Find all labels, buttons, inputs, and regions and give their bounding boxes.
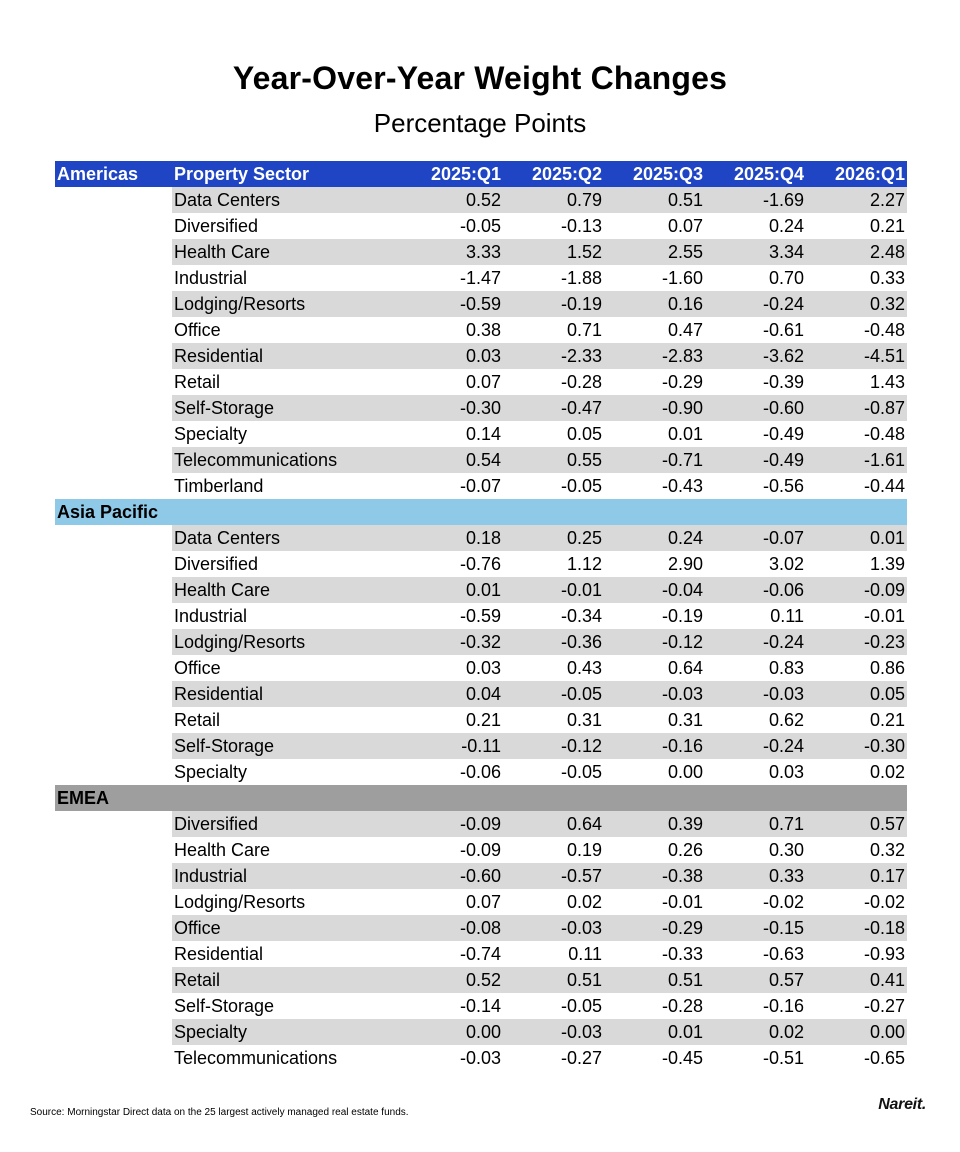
value-cell: 0.00	[402, 1019, 503, 1045]
value-cell: -0.59	[402, 291, 503, 317]
value-cell: -0.03	[604, 681, 705, 707]
value-cell: -0.44	[863, 476, 905, 496]
value-cell: -0.57	[503, 863, 604, 889]
value-cell: -0.16	[762, 996, 804, 1016]
value-cell: 0.32	[869, 840, 905, 860]
value-cell: 0.00	[667, 762, 703, 782]
value-cell: 2.48	[806, 239, 907, 265]
table-row	[55, 473, 907, 499]
region-spacer-cell	[55, 343, 172, 369]
value-cell: -0.24	[705, 629, 806, 655]
value-cell: 0.05	[566, 424, 602, 444]
region-spacer-cell	[55, 863, 172, 889]
value-cell: 0.18	[402, 525, 503, 551]
value-cell: -0.19	[503, 291, 604, 317]
value-cell: 0.05	[806, 681, 907, 707]
value-cell: 0.38	[465, 320, 501, 340]
table-row	[55, 889, 907, 915]
sector-cell: Specialty	[174, 424, 248, 444]
value-cell: -3.62	[705, 343, 806, 369]
table-body	[55, 187, 907, 1071]
sector-cell: Lodging/Resorts	[172, 291, 402, 317]
sector-cell: Self-Storage	[172, 395, 402, 421]
region-row	[55, 785, 907, 811]
value-cell: 0.52	[402, 187, 503, 213]
value-cell: -1.61	[806, 447, 907, 473]
sector-cell: Lodging/Resorts	[172, 629, 402, 655]
sector-cell: Lodging/Resorts	[174, 892, 306, 912]
value-cell: -0.03	[705, 681, 806, 707]
column-header-2026-q1: 2026:Q1	[806, 161, 907, 187]
region-spacer-cell	[55, 889, 172, 915]
table-row	[55, 993, 907, 1019]
value-cell: 0.31	[667, 710, 703, 730]
value-cell: -0.03	[459, 1048, 501, 1068]
region-spacer-cell	[55, 967, 172, 993]
value-cell: -2.33	[503, 343, 604, 369]
table-row	[55, 1045, 907, 1071]
sector-cell: Retail	[174, 372, 221, 392]
value-cell: -0.11	[402, 733, 503, 759]
value-cell: -0.14	[459, 996, 501, 1016]
region-spacer-cell	[55, 1019, 172, 1045]
region-row	[55, 499, 907, 525]
value-cell: -0.05	[560, 996, 602, 1016]
region-spacer-cell	[55, 577, 172, 603]
value-cell: 1.43	[869, 372, 905, 392]
table-row	[55, 239, 907, 265]
sector-cell: Office	[172, 915, 402, 941]
chart-subtitle: Percentage Points	[373, 108, 587, 138]
sector-cell: Telecommunications	[172, 447, 402, 473]
value-cell: -0.05	[560, 762, 602, 782]
value-cell: 0.02	[566, 892, 602, 912]
sector-cell: Data Centers	[172, 187, 402, 213]
region-spacer-cell	[55, 473, 172, 499]
value-cell: -0.08	[402, 915, 503, 941]
value-cell: -0.02	[762, 892, 804, 912]
region-spacer-cell	[55, 265, 172, 291]
value-cell: -0.93	[863, 944, 905, 964]
value-cell: 0.01	[402, 577, 503, 603]
column-header-2025-q3: 2025:Q3	[604, 161, 705, 187]
value-cell: -0.27	[560, 1048, 602, 1068]
value-cell: 0.02	[869, 762, 905, 782]
value-cell: -0.23	[806, 629, 907, 655]
value-cell: 0.04	[402, 681, 503, 707]
value-cell: -0.03	[503, 1019, 604, 1045]
sector-cell: Retail	[174, 710, 221, 730]
value-cell: -0.03	[503, 915, 604, 941]
value-cell: -0.48	[863, 320, 905, 340]
sector-cell: Health Care	[172, 239, 402, 265]
sector-cell: Specialty	[172, 1019, 402, 1045]
table-row	[55, 967, 907, 993]
value-cell: 0.30	[768, 840, 804, 860]
table-row	[55, 577, 907, 603]
value-cell: 0.01	[667, 424, 703, 444]
value-cell: -1.69	[705, 187, 806, 213]
sector-cell: Health Care	[172, 577, 402, 603]
value-cell: -0.56	[762, 476, 804, 496]
column-header-2025-q1: 2025:Q1	[402, 161, 503, 187]
value-cell: -0.28	[560, 372, 602, 392]
value-cell: -0.47	[503, 395, 604, 421]
region-spacer-cell	[55, 291, 172, 317]
value-cell: 0.41	[806, 967, 907, 993]
value-cell: -0.49	[705, 447, 806, 473]
region-spacer-cell	[55, 213, 172, 239]
sector-cell: Self-Storage	[172, 733, 402, 759]
value-cell: -0.12	[503, 733, 604, 759]
value-cell: -0.29	[604, 915, 705, 941]
value-cell: 0.07	[465, 892, 501, 912]
value-cell: 3.02	[768, 554, 804, 574]
value-cell: -0.33	[661, 944, 703, 964]
table-header-row	[55, 161, 907, 187]
value-cell: 0.24	[768, 216, 804, 236]
sector-cell: Residential	[174, 944, 264, 964]
table-row	[55, 941, 907, 967]
table-row	[55, 213, 907, 239]
value-cell: -0.07	[459, 476, 501, 496]
region-spacer-cell	[55, 317, 172, 343]
value-cell: -0.05	[459, 216, 501, 236]
sector-cell: Diversified	[174, 216, 259, 236]
value-cell: 0.33	[705, 863, 806, 889]
column-header-2025-q2: 2025:Q2	[503, 161, 604, 187]
table-row	[55, 603, 907, 629]
value-cell: 1.52	[503, 239, 604, 265]
value-cell: -0.65	[863, 1048, 905, 1068]
table-row	[55, 317, 907, 343]
source-note: Source: Morningstar Direct data on the 25 largest actively managed real estate funds.	[30, 1107, 409, 1118]
sector-cell: Diversified	[174, 554, 259, 574]
table-row	[55, 551, 907, 577]
table-row	[55, 265, 907, 291]
sector-cell: Retail	[172, 967, 402, 993]
value-cell: -0.61	[762, 320, 804, 340]
region-spacer-cell	[55, 187, 172, 213]
region-spacer-cell	[55, 369, 172, 395]
sector-cell: Self-Storage	[174, 996, 275, 1016]
table-row	[55, 525, 907, 551]
value-cell: -0.87	[806, 395, 907, 421]
table-row	[55, 863, 907, 889]
value-cell: 0.07	[667, 216, 703, 236]
value-cell: 0.54	[402, 447, 503, 473]
value-cell: -0.49	[762, 424, 804, 444]
value-cell: 0.19	[566, 840, 602, 860]
value-cell: -0.05	[560, 476, 602, 496]
value-cell: 0.17	[806, 863, 907, 889]
column-header-2025-q4: 2025:Q4	[705, 161, 806, 187]
value-cell: 0.21	[465, 710, 501, 730]
value-cell: -0.02	[863, 892, 905, 912]
region-spacer-cell	[55, 421, 172, 447]
value-cell: 0.70	[768, 268, 804, 288]
value-cell: -0.36	[503, 629, 604, 655]
value-cell: 0.21	[869, 216, 905, 236]
value-cell: -0.07	[705, 525, 806, 551]
table-row	[55, 811, 907, 837]
value-cell: -0.43	[661, 476, 703, 496]
column-header-region: Americas	[55, 161, 172, 187]
value-cell: 2.27	[806, 187, 907, 213]
table-row	[55, 447, 907, 473]
value-cell: 0.03	[768, 762, 804, 782]
value-cell: -0.18	[806, 915, 907, 941]
region-spacer-cell	[55, 837, 172, 863]
value-cell: 0.62	[768, 710, 804, 730]
value-cell: 0.07	[465, 372, 501, 392]
region-spacer-cell	[55, 603, 172, 629]
value-cell: 3.34	[705, 239, 806, 265]
table-row	[55, 915, 907, 941]
value-cell: -0.28	[661, 996, 703, 1016]
table-row	[55, 707, 907, 733]
value-cell: -0.32	[402, 629, 503, 655]
value-cell: -0.24	[705, 291, 806, 317]
value-cell: 0.11	[568, 944, 602, 964]
value-cell: 1.12	[566, 554, 602, 574]
weight-changes-table	[55, 161, 907, 1071]
value-cell: -4.51	[806, 343, 907, 369]
value-cell: -0.45	[661, 1048, 703, 1068]
value-cell: -0.29	[661, 372, 703, 392]
value-cell: 0.64	[503, 811, 604, 837]
region-spacer-cell	[55, 655, 172, 681]
region-spacer-cell	[55, 629, 172, 655]
value-cell: -0.19	[661, 606, 703, 626]
value-cell: 0.83	[768, 658, 804, 678]
table-row	[55, 759, 907, 785]
region-label: EMEA	[55, 785, 907, 811]
value-cell: 0.25	[503, 525, 604, 551]
region-spacer-cell	[55, 239, 172, 265]
value-cell: -2.83	[604, 343, 705, 369]
value-cell: -0.04	[604, 577, 705, 603]
value-cell: -0.05	[503, 681, 604, 707]
value-cell: -0.59	[459, 606, 501, 626]
value-cell: -0.09	[806, 577, 907, 603]
value-cell: -0.09	[402, 811, 503, 837]
value-cell: -0.27	[863, 996, 905, 1016]
region-spacer-cell	[55, 733, 172, 759]
value-cell: 0.79	[503, 187, 604, 213]
value-cell: -0.51	[762, 1048, 804, 1068]
table-row	[55, 655, 907, 681]
value-cell: -0.74	[459, 944, 501, 964]
value-cell: -0.63	[762, 944, 804, 964]
region-spacer-cell	[55, 915, 172, 941]
sector-cell: Industrial	[172, 863, 402, 889]
value-cell: 0.86	[869, 658, 905, 678]
sector-cell: Residential	[172, 343, 402, 369]
value-cell: 0.33	[869, 268, 905, 288]
value-cell: -1.60	[661, 268, 703, 288]
value-cell: 0.55	[503, 447, 604, 473]
value-cell: -0.13	[560, 216, 602, 236]
sector-cell: Diversified	[172, 811, 402, 837]
region-spacer-cell	[55, 447, 172, 473]
value-cell: -0.30	[806, 733, 907, 759]
column-header-sector: Property Sector	[172, 161, 402, 187]
sector-cell: Health Care	[174, 840, 271, 860]
value-cell: 0.71	[566, 320, 602, 340]
value-cell: 3.33	[402, 239, 503, 265]
value-cell: -0.39	[762, 372, 804, 392]
value-cell: 0.16	[604, 291, 705, 317]
sector-cell: Industrial	[174, 606, 248, 626]
value-cell: -0.01	[661, 892, 703, 912]
value-cell: 0.47	[667, 320, 703, 340]
value-cell: -1.88	[560, 268, 602, 288]
table-row	[55, 291, 907, 317]
value-cell: 1.39	[869, 554, 905, 574]
region-spacer-cell	[55, 551, 172, 577]
value-cell: 0.51	[604, 967, 705, 993]
sector-cell: Industrial	[174, 268, 248, 288]
value-cell: 0.43	[566, 658, 602, 678]
value-cell: -0.48	[863, 424, 905, 444]
value-cell: 0.21	[869, 710, 905, 730]
value-cell: 0.01	[806, 525, 907, 551]
value-cell: 0.64	[667, 658, 703, 678]
value-cell: 0.57	[705, 967, 806, 993]
sector-cell: Data Centers	[172, 525, 402, 551]
region-spacer-cell	[55, 681, 172, 707]
value-cell: 0.51	[503, 967, 604, 993]
value-cell: -0.30	[402, 395, 503, 421]
nareit-logo: Nareit.	[878, 1096, 926, 1113]
value-cell: 0.11	[770, 606, 804, 626]
value-cell: 0.32	[806, 291, 907, 317]
value-cell: 0.02	[705, 1019, 806, 1045]
region-spacer-cell	[55, 525, 172, 551]
value-cell: 0.14	[465, 424, 501, 444]
sector-cell: Timberland	[174, 476, 264, 496]
value-cell: 0.71	[705, 811, 806, 837]
table-row	[55, 837, 907, 863]
value-cell: -0.01	[503, 577, 604, 603]
region-spacer-cell	[55, 759, 172, 785]
value-cell: 0.31	[566, 710, 602, 730]
value-cell: -0.06	[459, 762, 501, 782]
table-row	[55, 681, 907, 707]
region-spacer-cell	[55, 941, 172, 967]
value-cell: -0.71	[604, 447, 705, 473]
value-cell: 0.24	[604, 525, 705, 551]
value-cell: -0.15	[705, 915, 806, 941]
table-row	[55, 369, 907, 395]
value-cell: -0.16	[604, 733, 705, 759]
value-cell: 0.26	[667, 840, 703, 860]
value-cell: -0.09	[459, 840, 501, 860]
value-cell: -0.60	[402, 863, 503, 889]
value-cell: -0.76	[459, 554, 501, 574]
region-spacer-cell	[55, 1045, 172, 1071]
value-cell: -0.34	[560, 606, 602, 626]
table-row	[55, 187, 907, 213]
region-spacer-cell	[55, 395, 172, 421]
table-row	[55, 421, 907, 447]
value-cell: -1.47	[459, 268, 501, 288]
value-cell: -0.60	[705, 395, 806, 421]
value-cell: -0.90	[604, 395, 705, 421]
value-cell: -0.06	[705, 577, 806, 603]
value-cell: -0.38	[604, 863, 705, 889]
value-cell: 0.00	[806, 1019, 907, 1045]
value-cell: 2.55	[604, 239, 705, 265]
value-cell: -0.01	[863, 606, 905, 626]
sector-cell: Office	[174, 658, 221, 678]
region-spacer-cell	[55, 811, 172, 837]
value-cell: 0.39	[604, 811, 705, 837]
value-cell: 0.03	[465, 658, 501, 678]
table-row	[55, 733, 907, 759]
table-row	[55, 395, 907, 421]
table-row	[55, 629, 907, 655]
value-cell: 0.57	[806, 811, 907, 837]
region-spacer-cell	[55, 993, 172, 1019]
sector-cell: Specialty	[174, 762, 248, 782]
region-spacer-cell	[55, 707, 172, 733]
sector-cell: Residential	[172, 681, 402, 707]
value-cell: 2.90	[667, 554, 703, 574]
sector-cell: Telecommunications	[174, 1048, 338, 1068]
table-row	[55, 343, 907, 369]
value-cell: 0.03	[402, 343, 503, 369]
region-label: Asia Pacific	[55, 499, 907, 525]
value-cell: 0.52	[402, 967, 503, 993]
value-cell: -0.12	[604, 629, 705, 655]
value-cell: -0.24	[705, 733, 806, 759]
value-cell: 0.51	[604, 187, 705, 213]
value-cell: 0.01	[604, 1019, 705, 1045]
table-row	[55, 1019, 907, 1045]
sector-cell: Office	[174, 320, 221, 340]
chart-title: Year-Over-Year Weight Changes	[232, 60, 728, 96]
